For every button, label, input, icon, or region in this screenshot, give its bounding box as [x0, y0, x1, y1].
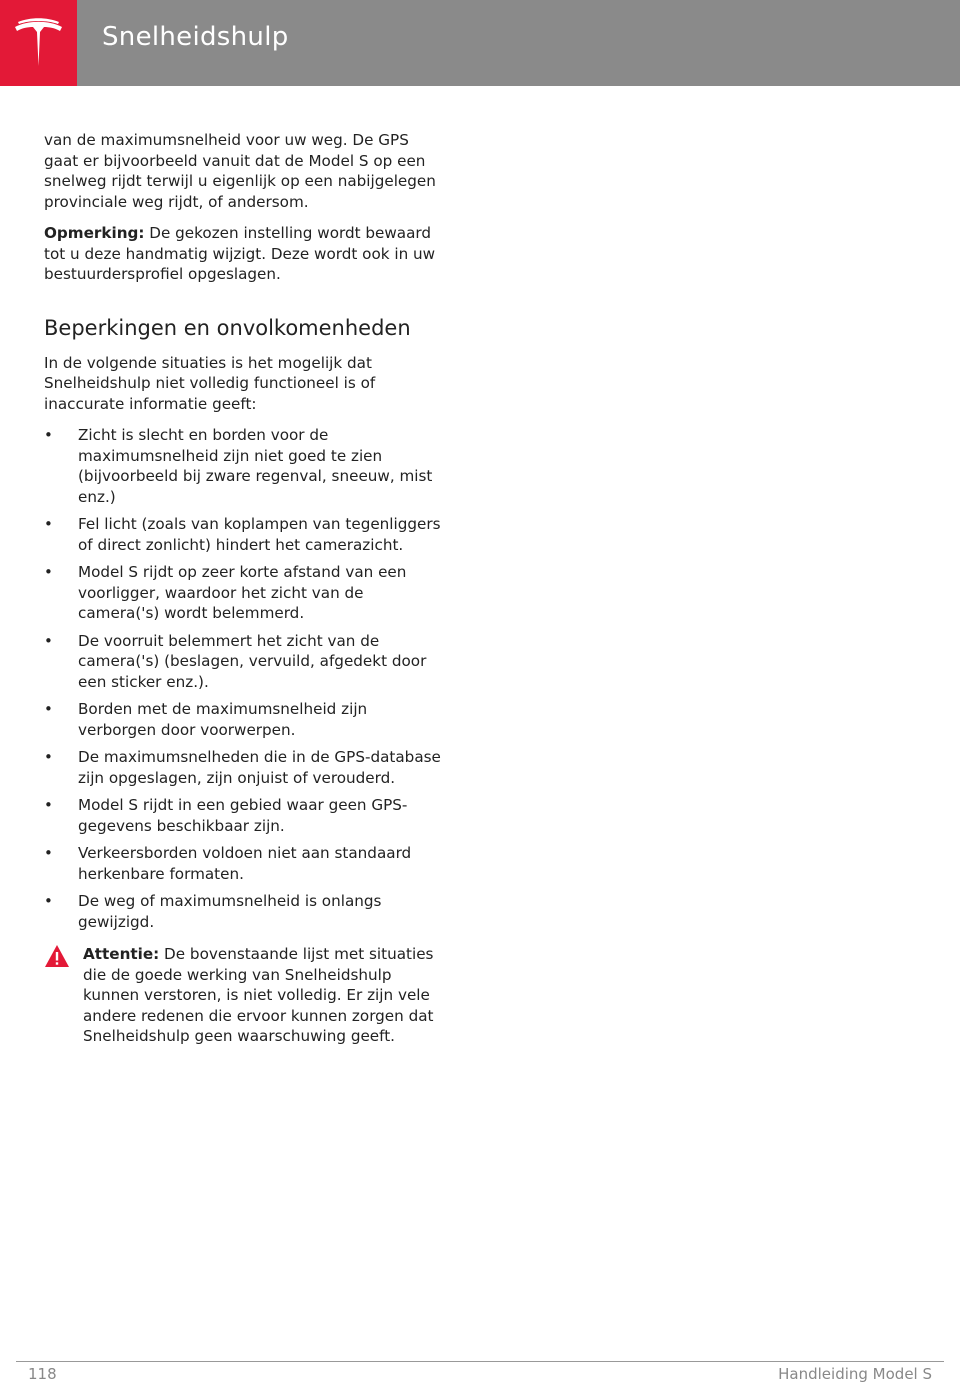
main-content: [44, 130, 444, 1047]
list-item: [44, 514, 444, 555]
list-item: [44, 699, 444, 740]
note-text: De gekozen instelling wordt bewaard tot u deze handmatig wijzigt. Deze wordt ook in uw bestuurdersprofiel opgeslagen.: [44, 224, 436, 283]
section-intro: In de volgende situaties is het mogelijk dat Snelheidshulp niet volledig functioneel is of inaccurate informatie geeft:: [44, 353, 376, 413]
list-item-text: De maximumsnelheden die in de GPS-database zijn opgeslagen, zijn onjuist of verouderd.: [78, 748, 441, 787]
list-item-text: De voorruit belemmert het zicht van de camera('s) (beslagen, vervuild, afgedekt door een sticker enz.).: [78, 631, 427, 691]
warning-label: Attentie:: [83, 945, 160, 963]
limitations-list: [44, 425, 444, 932]
bullet-icon: •: [44, 426, 53, 444]
warning-box: [44, 944, 444, 1047]
note-label: Opmerking:: [44, 224, 145, 242]
header-bar: [77, 0, 960, 86]
note-paragraph: [44, 223, 444, 285]
list-item: [44, 795, 444, 836]
list-item: [44, 891, 444, 932]
list-item-text: Borden met de maximumsnelheid zijn verborgen door voorwerpen.: [78, 700, 368, 739]
intro-paragraph: van de maximumsnelheid voor uw weg. De GPS gaat er bijvoorbeeld vanuit dat de Model S op een snelweg rijdt terwijl u eigenlijk op een nabijgelegen provinciale weg rijdt, of andersom.: [44, 131, 436, 211]
list-item-text: Verkeersborden voldoen niet aan standaard herkenbare formaten.: [78, 844, 412, 883]
list-item: [44, 843, 444, 884]
bullet-icon: •: [44, 563, 53, 581]
tesla-logo: [0, 0, 77, 86]
section-heading: Beperkingen en onvolkomenheden: [44, 315, 411, 340]
list-item: [44, 747, 444, 788]
list-item: [44, 631, 444, 693]
list-item: [44, 562, 444, 624]
list-item-text: Model S rijdt op zeer korte afstand van een voorligger, waardoor het zicht van de camera('s) wordt belemmerd.: [78, 563, 407, 622]
warning-triangle-icon: [44, 944, 70, 968]
list-item-text: De weg of maximumsnelheid is onlangs gewijzigd.: [78, 892, 382, 931]
bullet-icon: •: [44, 515, 53, 533]
tesla-t-logo-icon: [12, 18, 65, 68]
list-item-text: Model S rijdt in een gebied waar geen GPS-gegevens beschikbaar zijn.: [78, 796, 408, 835]
warning-text: De bovenstaande lijst met situaties die de goede werking van Snelheidshulp kunnen verstoren, is niet volledig. Er zijn vele andere redenen die ervoor kunnen zorgen dat Snelheidshulp geen waarschuwing geeft.: [83, 945, 434, 1045]
list-item-text: Zicht is slecht en borden voor de maximumsnelheid zijn niet goed te zien (bijvoorbeeld bij zware regenval, sneeuw, mist enz.): [78, 426, 433, 506]
bullet-icon: •: [44, 796, 53, 814]
bullet-icon: •: [44, 748, 53, 766]
page-title: Snelheidshulp: [102, 22, 289, 52]
bullet-icon: •: [44, 844, 53, 862]
bullet-icon: •: [44, 892, 53, 910]
list-item: [44, 425, 444, 507]
bullet-icon: •: [44, 631, 53, 650]
footer-divider: [16, 1361, 944, 1362]
page-number: 118: [28, 1365, 57, 1383]
list-item-text: Fel licht (zoals van koplampen van tegenliggers of direct zonlicht) hindert het camerazicht.: [78, 515, 441, 554]
manual-title: Handleiding Model S: [778, 1365, 932, 1383]
bullet-icon: •: [44, 700, 53, 718]
